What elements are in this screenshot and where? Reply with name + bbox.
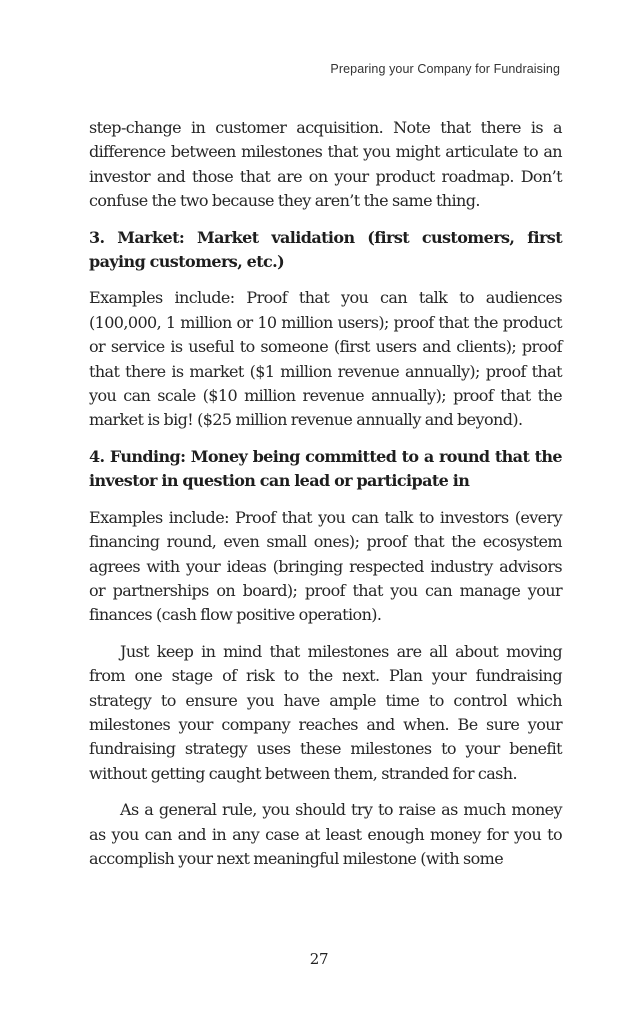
paragraph-market-examples: Examples include: Proof that you can talk to audiences (100,000, 1 million or 10 million users); proof that the product or service is useful to someone (first users and clients); proof that there is market ($1 million revenue annually); proof that you can scale ($10 million revenue annually); proof that the market is big! ($25 million revenue annually and beyond). (89, 288, 562, 430)
running-header: Preparing your Company for Fundraising (330, 62, 560, 76)
section-heading-market: 3. Market: Market validation (first customers, first paying customers, etc.) (89, 227, 562, 272)
page-number: 27 (309, 950, 329, 968)
section-heading-funding: 4. Funding: Money being committed to a round that the investor in question can lead or participate in (89, 446, 562, 491)
paragraph-funding-examples: Examples include: Proof that you can talk to investors (every financing round, even small ones); proof that the ecosystem agrees with your ideas (bringing respected industry advisors or partnerships on board); proof that you can manage your finances (cash flow positive operation). (89, 507, 562, 625)
page-body (89, 116, 562, 883)
paragraph-intro: step-change in customer acquisition. Note that there is a difference between milestones that you might articulate to an investor and those that are on your product roadmap. Don’t confuse the two because they aren’t the same thing. (89, 118, 562, 211)
paragraph-general-rule: As a general rule, you should try to raise as much money as you can and in any case at least enough money for you to accomplish your next meaningful milestone (with some (89, 800, 562, 868)
paragraph-keep-in-mind: Just keep in mind that milestones are all about moving from one stage of risk to the next. Plan your fundraising strategy to ensure you have ample time to control which milestones your company reaches and when. Be sure your fundraising strategy uses these milestones to your benefit without getting caught between them, stranded for cash. (89, 641, 562, 783)
